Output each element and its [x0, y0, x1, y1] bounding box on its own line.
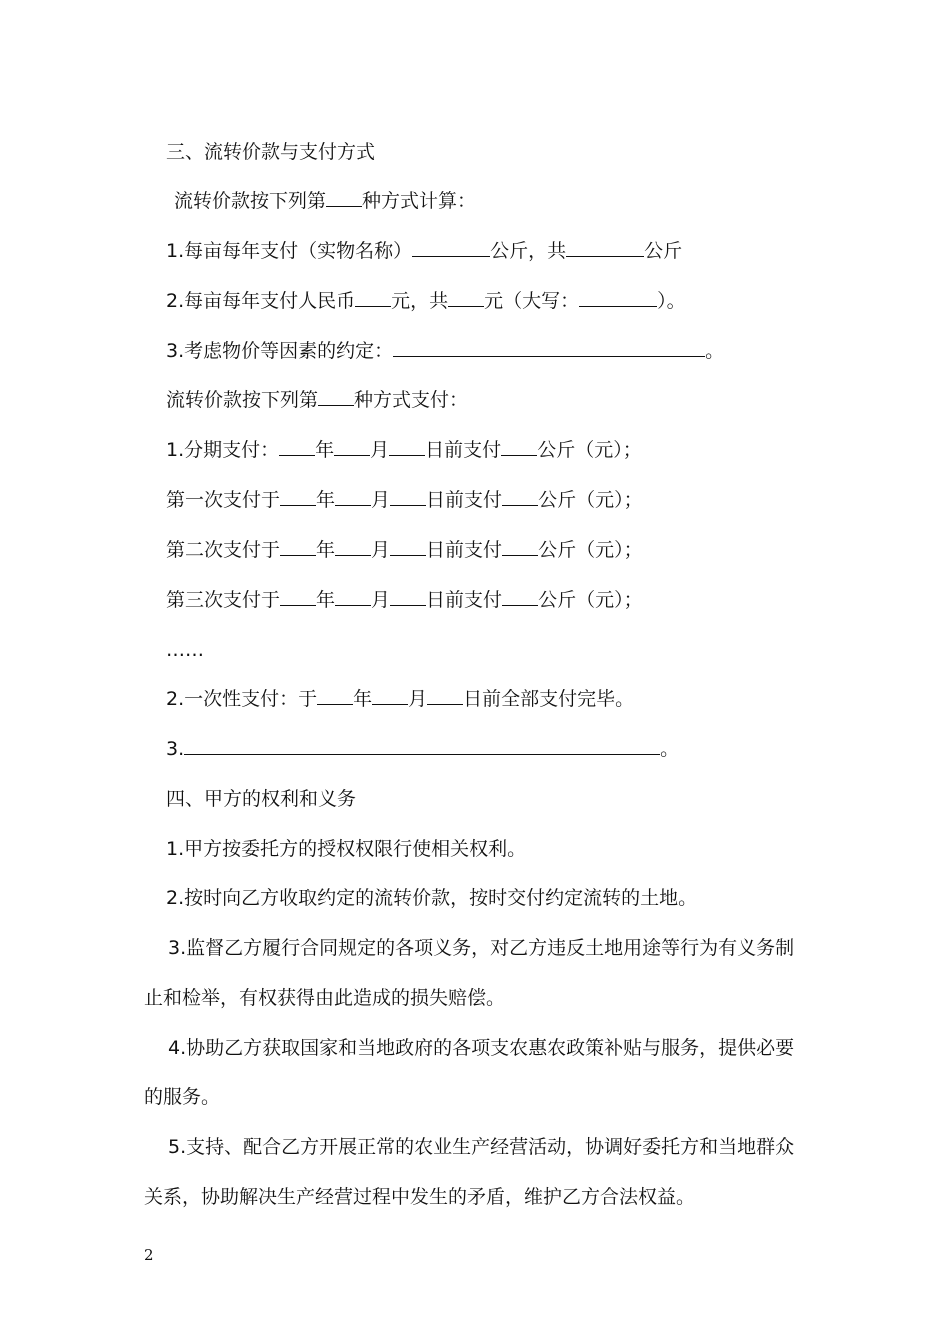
blank-line	[335, 587, 371, 606]
right-item-3-line-2: 止和检举，有权获得由此造成的损失赔偿。	[144, 987, 506, 1009]
blank-line	[389, 437, 425, 456]
blank-line	[579, 288, 657, 307]
blank-line	[279, 437, 315, 456]
calc-method-3: 3.考虑物价等因素的约定： 。	[166, 340, 725, 362]
payment-ellipsis: ……	[166, 639, 204, 661]
blank-line	[427, 686, 463, 705]
blank-line	[335, 537, 371, 556]
blank-line	[502, 587, 538, 606]
blank-line	[280, 487, 316, 506]
right-item-3-line-1: 3.监督乙方履行合同规定的各项义务，对乙方违反土地用途等行为有义务制	[168, 937, 795, 959]
section-4-title: 四、甲方的权利和义务	[166, 788, 357, 810]
payment-method-intro: 流转价款按下列第 种方式支付：	[166, 389, 469, 411]
payment-lump-sum: 2.一次性支付：于 年 月 日前全部支付完毕。	[166, 688, 635, 710]
blank-line	[390, 537, 426, 556]
blank-line	[326, 188, 362, 207]
payment-third: 第三次支付于 年 月 日前支付 公斤（元）；	[166, 589, 643, 611]
page-number: 2	[144, 1246, 154, 1264]
right-item-4-line-1: 4.协助乙方获取国家和当地政府的各项支农惠农政策补贴与服务，提供必要	[168, 1037, 795, 1059]
calc-method-1: 1.每亩每年支付（实物名称） 公斤，共 公斤	[166, 240, 683, 262]
blank-line	[372, 686, 408, 705]
calc-method-2: 2.每亩每年支付人民币 元，共 元（大写： ）。	[166, 290, 686, 312]
blank-line	[355, 288, 391, 307]
blank-line	[502, 537, 538, 556]
right-item-4-line-2: 的服务。	[144, 1086, 221, 1108]
calc-method-intro: 流转价款按下列第 种方式计算：	[174, 190, 477, 212]
right-item-1: 1.甲方按委托方的授权权限行使相关权利。	[166, 838, 527, 860]
blank-line	[501, 437, 537, 456]
payment-other: 3. 。	[166, 738, 680, 760]
payment-first: 第一次支付于 年 月 日前支付 公斤（元）；	[166, 489, 643, 511]
section-3-title: 三、流转价款与支付方式	[166, 141, 376, 163]
blank-line	[318, 387, 354, 406]
blank-line	[502, 487, 538, 506]
blank-line	[280, 587, 316, 606]
right-item-5-line-1: 5.支持、配合乙方开展正常的农业生产经营活动，协调好委托方和当地群众	[168, 1136, 795, 1158]
blank-line	[184, 736, 660, 755]
blank-line	[317, 686, 353, 705]
blank-line	[335, 487, 371, 506]
blank-line	[393, 338, 705, 357]
blank-line	[412, 238, 490, 257]
blank-line	[448, 288, 484, 307]
blank-line	[566, 238, 644, 257]
right-item-2: 2.按时向乙方收取约定的流转价款，按时交付约定流转的土地。	[166, 887, 698, 909]
payment-installment: 1.分期支付： 年 月 日前支付 公斤（元）；	[166, 439, 642, 461]
blank-line	[334, 437, 370, 456]
blank-line	[280, 537, 316, 556]
blank-line	[390, 487, 426, 506]
blank-line	[390, 587, 426, 606]
payment-second: 第二次支付于 年 月 日前支付 公斤（元）；	[166, 539, 643, 561]
right-item-5-line-2: 关系，协助解决生产经营过程中发生的矛盾，维护乙方合法权益。	[144, 1186, 696, 1208]
